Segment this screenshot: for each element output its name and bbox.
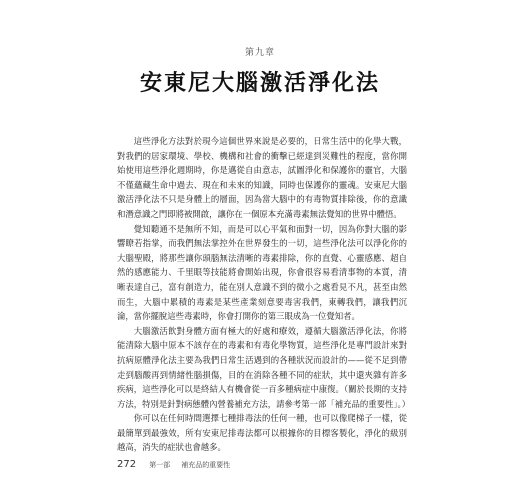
body-text bbox=[117, 134, 411, 455]
section-label: 第一部 bbox=[149, 461, 171, 469]
page-footer bbox=[117, 452, 417, 471]
chapter-label: 第九章 bbox=[244, 48, 275, 58]
paragraph: 這些淨化方法對於現今這個世界來說是必要的，日常生活中的化學大戰，對我們的居家環境、學校、機構和社會的衝擊已經達到災難性的程度，當你開始使用這些淨化週期時，你是邁從自由意志，試圖淨化和保護你的靈官，大腦不僅蘊藏生命中過去、現在和未來的知識，同時也保護你的靈魂。安東尼大腦激活淨化法不只是身體上的層面，因為當大腦中的有毒物質排除後，你的意識和潛意識之門即將被開啟，讓你在一個原本充滿毒素無法覺知的世界中體悟。 bbox=[117, 136, 407, 219]
paragraph: 覺知聽通不是無所不知，而是可以心平氣和面對一切，因為你對大腦的影響瞭若指掌，而我們無法掌控外在世界發生的一切，這些淨化法可以淨化你的大腦聖殿，將那些讓你頭腦無法清晰的毒素排除，你的直覺、心靈感應、超自然的感應能力、千里眼等技能將會開始出現，你會很容易看清事物的本質，清晰表達自己，富有創造力，能在別人意識不到的微小之處看見不凡，甚至由然而生，大腦中累積的毒素是某些產業刻意要毒害我們，東轉我們，讓我們沉淪，當你擺脫這些毒素時，你會打開你的第三眼成為一位覺知者。 bbox=[117, 223, 407, 322]
chapter-title: 安東尼大腦激活淨化法 bbox=[139, 70, 380, 96]
section-title: 補充品的重要性 bbox=[181, 461, 231, 469]
page-number: 272 bbox=[117, 459, 137, 470]
paragraph: 大腦激活飲對身體方面有極大的好處和療效，遵循大腦激活淨化法，你將能清除大腦中原本不該存在的毒素和有毒化學物質，這些淨化是專門設計來對抗病原體淨化法主要為我們日常生活遇到的各種狀況而設計的——從不足到帶走到腦酸再到情緒性腦損傷，目的在消除各種不同的症狀，其中還夾雜有許多疾病，這些淨化可以是終結人有機會從一百多種病症中康復。（關於長期的支持方法，特別是針對病態體內營養補充方法，請參考第一部「補充品的重要性」。） bbox=[117, 325, 411, 409]
paragraph: 你可以在任何時間選擇七種排毒法的任何一種，也可以像爬梯子一樣，從最簡單到最強效，所有安東尼排毒法都可以根據你的目標客製化，淨化的級別越高，消失的症狀也會越多。 bbox=[117, 413, 407, 453]
